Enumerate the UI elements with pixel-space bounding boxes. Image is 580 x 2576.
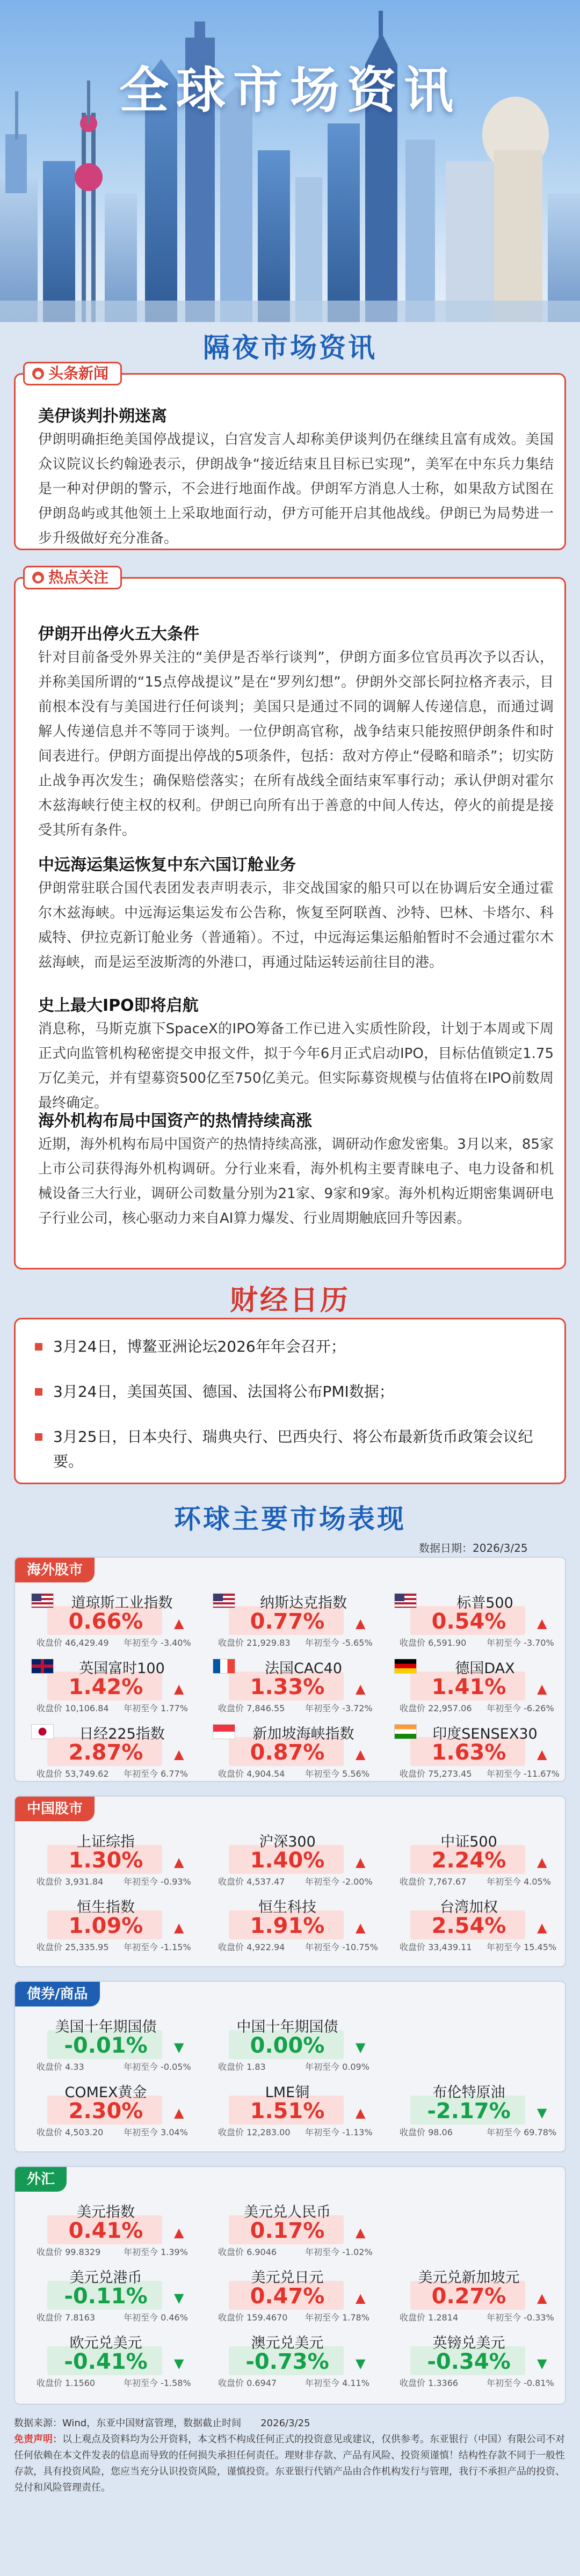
arrow-up-icon: ▲: [537, 1616, 547, 1631]
close-price: 收盘价 0.6947: [218, 2378, 277, 2388]
market-change: 1.30%: [68, 1848, 143, 1873]
ytd-change: 年初至今 -1.02%: [305, 2247, 373, 2257]
market-group-label: 中国股市: [15, 1797, 95, 1821]
market-name: 印度SENSEX30: [432, 1726, 538, 1742]
market-name: 美国十年期国债: [55, 2019, 157, 2035]
close-price: 收盘价 3,931.84: [37, 1877, 104, 1887]
market-change: 1.51%: [250, 2099, 325, 2123]
market-name: 布伦特原油: [432, 2084, 505, 2101]
close-price: 收盘价 53,749.62: [37, 1769, 109, 1779]
market-cell: [215, 1827, 392, 1887]
market-change: -2.17%: [427, 2099, 511, 2123]
markets-date: 数据日期：2026/3/25: [419, 1542, 528, 1555]
city-skyline-illustration: [0, 0, 580, 322]
ytd-change: 年初至今 -0.33%: [487, 2312, 554, 2323]
ytd-change: 年初至今 -1.15%: [124, 1942, 191, 1952]
market-cell: [396, 1653, 574, 1713]
market-cell: [33, 1653, 211, 1713]
market-change: 2.30%: [68, 2099, 143, 2123]
ytd-change: 年初至今 -1.58%: [124, 2378, 191, 2388]
focus-item-title: 伊朗开出停火五大条件: [38, 625, 199, 644]
market-name: 新加坡海峡指数: [252, 1726, 354, 1742]
close-price: 收盘价 7,767.67: [400, 1877, 467, 1887]
market-name: 道琼斯工业指数: [71, 1595, 173, 1611]
arrow-down-icon: ▼: [356, 2040, 366, 2055]
ytd-change: 年初至今 -5.65%: [305, 1638, 373, 1648]
market-change: 0.54%: [431, 1609, 506, 1634]
market-change: -0.41%: [64, 2349, 148, 2374]
headline-title: 美伊谈判扑朔迷离: [38, 407, 167, 426]
market-group-label: 债券/商品: [15, 1982, 100, 2006]
close-price: 收盘价 4,904.54: [218, 1769, 285, 1779]
close-price: 收盘价 4.33: [37, 2062, 84, 2072]
arrow-up-icon: ▲: [174, 2105, 184, 2120]
close-price: 收盘价 33,439.11: [400, 1942, 472, 1952]
market-group-overseas-stocks: [14, 1557, 566, 1782]
market-cell: [33, 2263, 211, 2323]
market-name: 恒生科技: [258, 1899, 316, 1916]
market-change: 0.41%: [68, 2219, 143, 2243]
market-name: 美元兑日元: [251, 2269, 324, 2286]
market-name: 美元兑新加坡元: [418, 2269, 520, 2286]
ytd-change: 年初至今 -6.26%: [487, 1703, 554, 1713]
focus-item-body: 近期，海外机构布局中国资产的热情持续高涨，调研动作愈发密集。3月以来，85家上市公司获得海外机构调研。分行业来看，海外机构主要青睐电子、电力设备和机械设备三大行业，调研公司数量分别为21家、9家和9家。海外机构近期密集调研电子行业公司，核心驱动力来自AI算力爆发、行业周期触底回升等因素。: [38, 1136, 554, 1227]
close-price: 收盘价 99.8329: [37, 2247, 101, 2257]
market-name: 沪深300: [259, 1834, 316, 1850]
arrow-up-icon: ▲: [537, 1920, 547, 1935]
market-change: -0.73%: [245, 2349, 329, 2374]
bullet-icon: [35, 1388, 42, 1396]
market-change: 1.09%: [68, 1914, 143, 1938]
calendar-item: 3月25日，日本央行、瑞典央行、巴西央行、将公布最新货币政策会议纪要。: [53, 1428, 533, 1470]
market-cell: [396, 1827, 574, 1887]
arrow-up-icon: ▲: [356, 1855, 366, 1870]
market-change: 0.27%: [431, 2284, 506, 2309]
market-name: 恒生指数: [77, 1899, 135, 1916]
market-name: 上证综指: [77, 1834, 135, 1850]
close-price: 收盘价 4,503.20: [37, 2127, 104, 2137]
market-change: 2.24%: [431, 1848, 506, 1873]
market-cell: [33, 2012, 211, 2072]
close-price: 收盘价 4,537.47: [218, 1877, 285, 1887]
focus-item-body: 伊朗常驻联合国代表团发表声明表示，非交战国家的船只可以在协调后安全通过霍尔木兹海峡。中远海运集运发布公告称，恢复至阿联酋、沙特、巴林、卡塔尔、科威特、伊拉克新订舱业务（普通箱）。不过，中远海运集运船舶暂时不会通过霍尔木兹海峡，而是运至波斯湾的外港口，再通过陆运转运前往目的港。: [38, 880, 554, 970]
market-change: 0.77%: [250, 1609, 325, 1634]
market-change: 0.47%: [250, 2284, 325, 2309]
market-change: 0.87%: [250, 1740, 325, 1765]
market-change: 1.40%: [250, 1848, 325, 1873]
arrow-up-icon: ▲: [537, 1681, 547, 1696]
ytd-change: 年初至今 0.09%: [305, 2062, 369, 2072]
market-change: 1.63%: [431, 1740, 506, 1765]
close-price: 收盘价 10,106.84: [37, 1703, 109, 1713]
calendar-item: 3月24日，美国英国、德国、法国将公布PMI数据；: [53, 1383, 394, 1400]
market-name: 澳元兑美元: [251, 2335, 324, 2352]
market-cell: [215, 2012, 392, 2072]
ytd-change: 年初至今 5.56%: [305, 1769, 369, 1779]
close-price: 收盘价 1.1560: [37, 2378, 96, 2388]
headline-news-card: [14, 364, 566, 550]
market-cell: [396, 2328, 574, 2388]
section-title-overnight: 隔夜市场资讯: [203, 332, 377, 363]
focus-item-title: 海外机构布局中国资产的热情持续高涨: [38, 1112, 312, 1130]
tag-icon: ●: [32, 572, 44, 583]
hero-banner: [0, 0, 580, 322]
market-change: -0.34%: [427, 2349, 511, 2374]
ytd-change: 年初至今 4.11%: [305, 2378, 369, 2388]
arrow-up-icon: ▲: [356, 1920, 366, 1935]
market-cell: [33, 1827, 211, 1887]
market-cell: [215, 2328, 392, 2388]
market-name: 美元指数: [77, 2204, 135, 2221]
ytd-change: 年初至今 -10.75%: [305, 1942, 378, 1952]
market-cell: [396, 1588, 574, 1648]
ytd-change: 年初至今 -3.72%: [305, 1703, 373, 1713]
market-cell: [396, 2077, 574, 2137]
market-cell: [33, 1892, 211, 1952]
close-price: 收盘价 75,273.45: [400, 1769, 472, 1779]
close-price: 收盘价 1.2814: [400, 2312, 459, 2323]
market-name: 纳斯达克指数: [260, 1595, 347, 1611]
arrow-up-icon: ▲: [174, 1920, 184, 1935]
market-name: LME铜: [265, 2084, 310, 2101]
calendar-card: [14, 1318, 566, 1484]
market-group-label: 海外股市: [15, 1558, 95, 1582]
close-price: 收盘价 46,429.49: [37, 1638, 109, 1648]
close-price: 收盘价 7.8163: [37, 2312, 96, 2323]
market-cell: [33, 1588, 211, 1648]
ytd-change: 年初至今 -11.67%: [487, 1769, 560, 1779]
close-price: 收盘价 25,335.95: [37, 1942, 109, 1952]
ytd-change: 年初至今 1.78%: [305, 2312, 369, 2323]
market-name: 标普500: [456, 1595, 513, 1611]
market-cell: [215, 2263, 392, 2323]
market-change: 1.41%: [431, 1675, 506, 1699]
bullet-icon: [35, 1433, 42, 1441]
ytd-change: 年初至今 -0.81%: [487, 2378, 554, 2388]
market-cell: [33, 2197, 211, 2257]
arrow-up-icon: ▲: [356, 2225, 366, 2240]
bullet-icon: [35, 1343, 42, 1351]
arrow-up-icon: ▲: [356, 2290, 366, 2305]
market-cell: [396, 2263, 574, 2323]
close-price: 收盘价 1.83: [218, 2062, 266, 2072]
focus-item-title: 史上最大IPO即将启航: [38, 996, 199, 1015]
tag-icon: ●: [32, 368, 44, 380]
market-cell: [33, 1719, 211, 1779]
focus-item-title: 中远海运集运恢复中东六国订舱业务: [38, 856, 296, 874]
market-cell: [33, 2077, 211, 2137]
market-cell: [396, 1719, 574, 1779]
ytd-change: 年初至今 15.45%: [487, 1942, 557, 1952]
close-price: 收盘价 98.06: [400, 2127, 453, 2137]
section-title-calendar: 财经日历: [229, 1285, 350, 1317]
arrow-up-icon: ▲: [356, 1681, 366, 1696]
market-group-china-stocks: [14, 1796, 566, 1967]
arrow-up-icon: ▲: [174, 1855, 184, 1870]
market-group-forex: [14, 2166, 566, 2405]
hero-title: 全球市场资讯: [119, 62, 461, 119]
ytd-change: 年初至今 -3.40%: [124, 1638, 191, 1648]
market-cell: [215, 1892, 392, 1952]
arrow-down-icon: ▼: [174, 2356, 184, 2371]
close-price: 收盘价 6.9046: [218, 2247, 277, 2257]
market-change: -0.11%: [64, 2284, 148, 2309]
market-cell: [215, 1588, 392, 1648]
market-cell: [215, 1719, 392, 1779]
market-name: 欧元兑美元: [69, 2335, 142, 2352]
ytd-change: 年初至今 -1.13%: [305, 2127, 373, 2137]
market-group-label: 外汇: [15, 2167, 67, 2192]
ytd-change: 年初至今 -3.70%: [487, 1638, 554, 1648]
headline-tag: ● 头条新闻: [23, 362, 122, 385]
arrow-up-icon: ▲: [356, 2105, 366, 2120]
ytd-change: 年初至今 -2.00%: [305, 1877, 373, 1887]
market-name: 英国富时100: [79, 1660, 165, 1677]
market-name: 美元兑港币: [69, 2269, 142, 2286]
market-change: -0.01%: [64, 2033, 148, 2058]
arrow-up-icon: ▲: [356, 1747, 366, 1762]
market-change: 0.00%: [250, 2033, 325, 2058]
market-group-bonds-commodities: [14, 1981, 566, 2152]
arrow-up-icon: ▲: [356, 1616, 366, 1631]
headline-body: 伊朗明确拒绝美国停战提议，白宫发言人却称美伊谈判仍在继续且富有成效。美国众议院议长约翰逊表示，伊朗战争“接近结束且目标已实现”，美军在中东兵力集结是一种对伊朗的警示，不会进行地面作战。伊朗军方消息人士称，如果敌方试图在伊朗岛屿或其他领土上采取地面行动，伊方可能开启其他战线。伊朗已为局势进一步升级做好充分准备。: [38, 432, 554, 546]
focus-item-body: 消息称，马斯克旗下SpaceX的IPO筹备工作已进入实质性阶段，计划于本周或下周正式向监管机构秘密提交申报文件，拟于今年6月正式启动IPO，目标估值锁定1.75万亿美元，并有望募资500亿至750亿美元。但实际募资规模与估值将在IPO前数周最终确定。: [38, 1021, 554, 1111]
close-price: 收盘价 12,283.00: [218, 2127, 291, 2137]
ytd-change: 年初至今 4.05%: [487, 1877, 551, 1887]
ytd-change: 年初至今 1.77%: [124, 1703, 188, 1713]
market-cell: [215, 2197, 392, 2257]
market-cell: [215, 1653, 392, 1713]
market-change: 1.91%: [250, 1914, 325, 1938]
market-change: 0.66%: [68, 1609, 143, 1634]
market-cell: [215, 2077, 392, 2137]
market-change: 0.17%: [250, 2219, 325, 2243]
ytd-change: 年初至今 69.78%: [487, 2127, 557, 2137]
market-name: 德国DAX: [455, 1660, 515, 1677]
market-name: 日经225指数: [79, 1726, 165, 1742]
ytd-change: 年初至今 -0.05%: [124, 2062, 191, 2072]
hot-topics-card: [14, 568, 566, 1269]
close-price: 收盘价 22,957.06: [400, 1703, 472, 1713]
close-price: 收盘价 1.3366: [400, 2378, 459, 2388]
market-name: 台湾加权: [440, 1899, 498, 1916]
focus-item-body: 针对目前备受外界关注的“美伊是否举行谈判”，伊朗方面多位官员再次予以否认，并称美国所谓的“15点停战提议”是在“罗列幻想”。伊朗外交部长阿拉格齐表示，目前根本没有与美国进行任何谈判；美国只是通过不同的调解人传递信息，而通过调解人传递信息并不等同于谈判。一位伊朗高官称，战争结束只能按照伊朗条件和时间表进行。伊朗方面提出停战的5项条件，包括：敌对方停止“侵略和暗杀”；切实防止战争再次发生；确保赔偿落实；在所有战线全面结束军事行动；承认伊朗对霍尔木兹海峡行使主权的权利。伊朗已向所有出于善意的中间人传达，停火的前提是接受其所有条件。: [38, 650, 554, 838]
market-cell: [33, 2328, 211, 2388]
market-name: 美元兑人民币: [244, 2204, 331, 2221]
disclaimer: [14, 2432, 567, 2496]
close-price: 收盘价 7,846.55: [218, 1703, 285, 1713]
ytd-change: 年初至今 0.46%: [124, 2312, 188, 2323]
arrow-up-icon: ▲: [174, 2225, 184, 2240]
calendar-item: 3月24日，博鳌亚洲论坛2026年年会召开；: [53, 1338, 346, 1355]
market-change: 1.33%: [250, 1675, 325, 1699]
close-price: 收盘价 4,922.94: [218, 1942, 285, 1952]
ytd-change: 年初至今 1.39%: [124, 2247, 188, 2257]
close-price: 收盘价 6,591.90: [400, 1638, 467, 1648]
market-name: 英镑兑美元: [432, 2335, 505, 2352]
market-change: 1.42%: [68, 1675, 143, 1699]
arrow-down-icon: ▼: [174, 2040, 184, 2055]
arrow-down-icon: ▼: [537, 2105, 547, 2120]
arrow-up-icon: ▲: [174, 1616, 184, 1631]
arrow-up-icon: ▲: [537, 2290, 547, 2305]
market-name: 中国十年期国债: [236, 2019, 338, 2035]
market-change: 2.54%: [431, 1914, 506, 1938]
disclaimer-text: 以上观点及资料均为公开资料，本文档不构成任何正式的投资意见或建议，仅供参考。东亚银行（中国）有限公司不对任何依赖在本文件发表的信息而导致的任何损失承担任何责任。理财非存款、产品有风险、投资须谨慎！结构性存款不同于一般性存款，具有投资风险，您应当充分认识投资风险，谨慎投资。东亚银行代销产品由合作机构发行与管理，我行不承担产品的投资、兑付和风险管理责任。: [14, 2434, 565, 2493]
market-name: COMEX黄金: [64, 2084, 147, 2101]
ytd-change: 年初至今 6.77%: [124, 1769, 188, 1779]
ytd-change: 年初至今 -0.93%: [124, 1877, 191, 1887]
arrow-down-icon: ▼: [174, 2290, 184, 2305]
close-price: 收盘价 21,929.83: [218, 1638, 291, 1648]
arrow-up-icon: ▲: [174, 1681, 184, 1696]
data-source: 数据来源：Wind，东亚中国财富管理，数据截止时间 2026/3/25: [14, 2418, 310, 2429]
market-name: 中证500: [440, 1834, 497, 1850]
close-price: 收盘价 159.4670: [218, 2312, 288, 2323]
arrow-up-icon: ▲: [537, 1855, 547, 1870]
arrow-up-icon: ▲: [174, 1747, 184, 1762]
arrow-up-icon: ▲: [537, 1747, 547, 1762]
market-name: 法国CAC40: [264, 1660, 343, 1677]
ytd-change: 年初至今 3.04%: [124, 2127, 188, 2137]
arrow-down-icon: ▼: [356, 2356, 366, 2371]
focus-tag: ● 热点关注: [23, 566, 122, 589]
arrow-down-icon: ▼: [537, 2356, 547, 2371]
section-title-markets: 环球主要市场表现: [174, 1504, 406, 1535]
disclaimer-label: 免责声明：: [14, 2434, 62, 2445]
market-cell: [396, 1892, 574, 1952]
market-change: 2.87%: [68, 1740, 143, 1765]
